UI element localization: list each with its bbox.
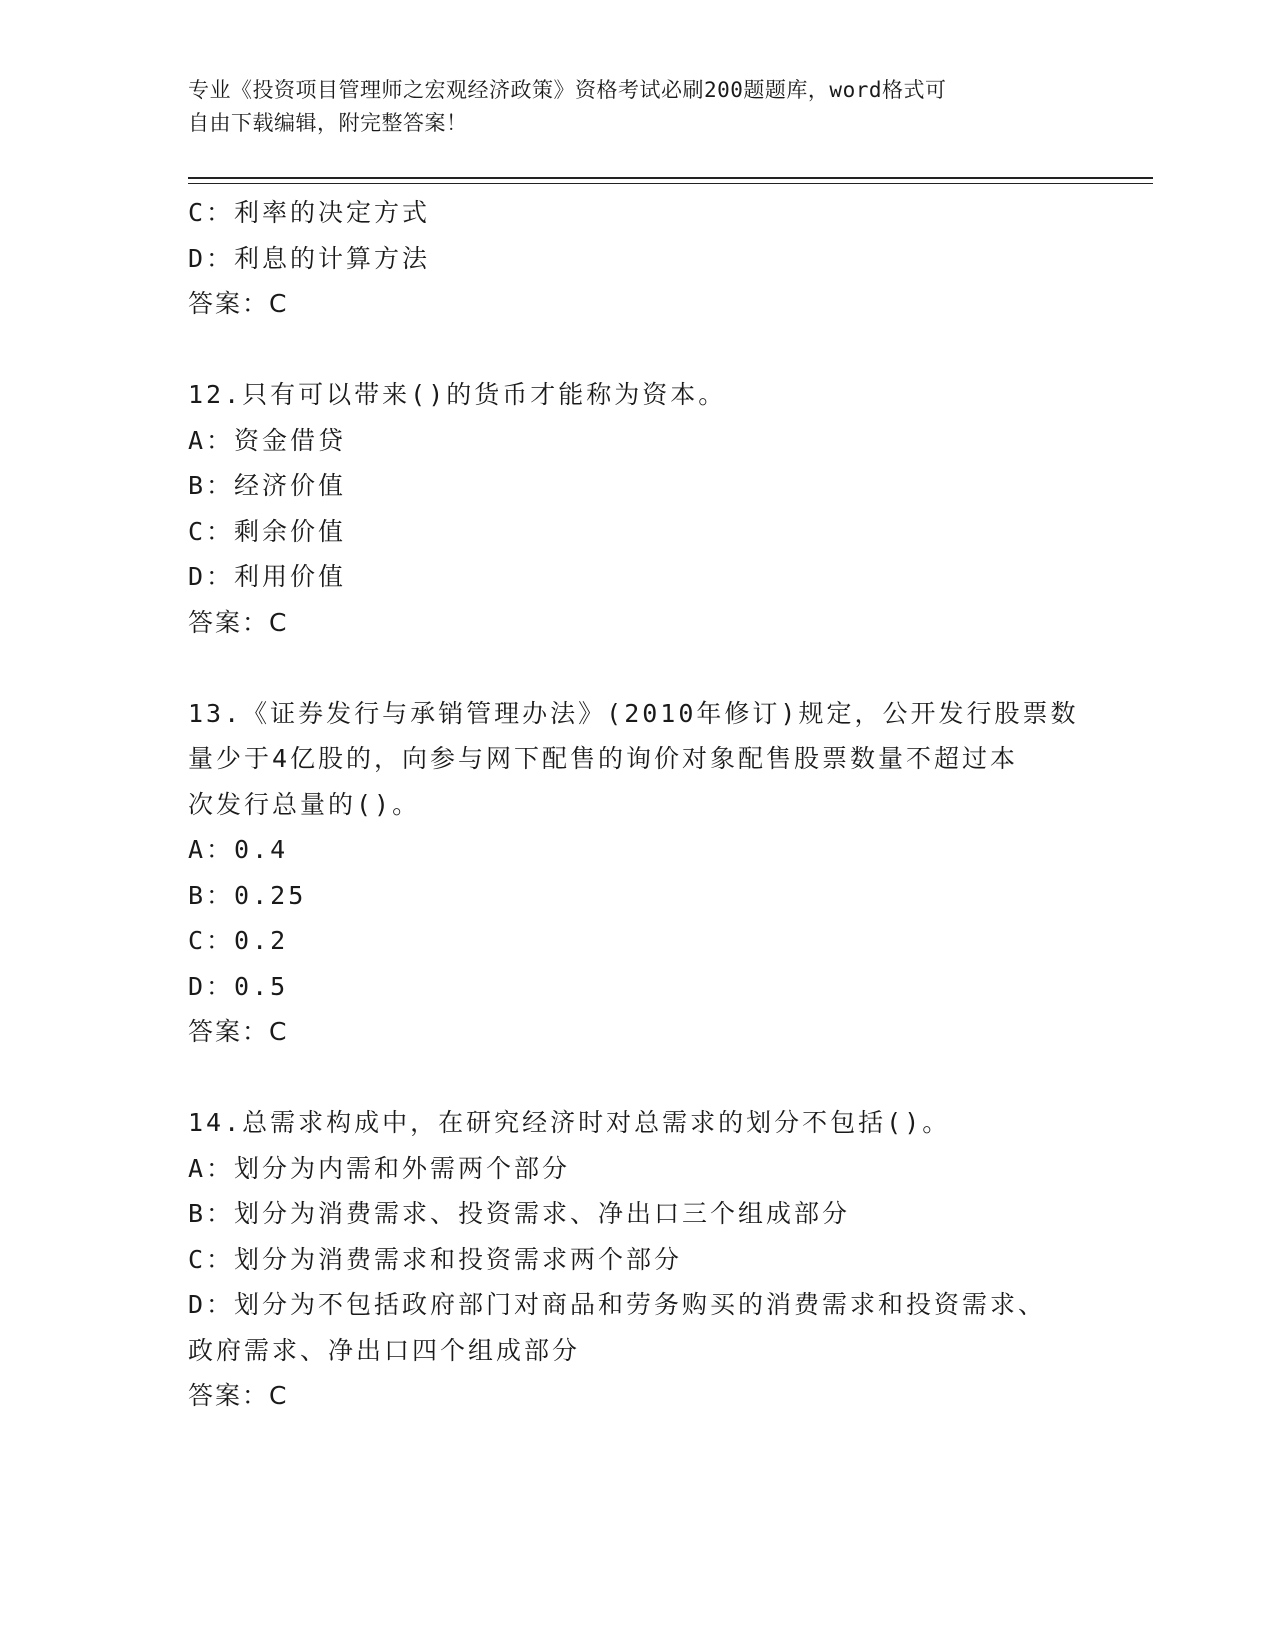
q12-answer: 答案：C [188, 607, 289, 637]
q14-option-d-line-2: 政府需求、净出口四个组成部分 [188, 1335, 581, 1365]
q14-option-c: C：划分为消费需求和投资需求两个部分 [188, 1244, 683, 1274]
q13-option-d: D：0.5 [188, 971, 289, 1001]
q11-option-c: C：利率的决定方式 [188, 198, 431, 227]
q13-stem-line-3: 次发行总量的()。 [188, 789, 421, 819]
q14-answer: 答案：C [188, 1381, 289, 1410]
document-header [188, 74, 1088, 140]
q13-option-c: C：0.2 [188, 926, 289, 955]
question-11-fragment [188, 190, 1088, 327]
spacer [188, 327, 1088, 373]
q12-option-b: B：经济价值 [188, 471, 347, 500]
q14-stem: 14.总需求构成中，在研究经济时对总需求的划分不包括()。 [188, 1108, 951, 1137]
q14-option-b: B：划分为消费需求、投资需求、净出口三个组成部分 [188, 1199, 851, 1228]
q13-stem-line-1: 13.《证券发行与承销管理办法》(2010年修订)规定，公开发行股票数 [188, 698, 1079, 728]
q13-option-b: B：0.25 [188, 880, 307, 910]
q13-answer: 答案：C [188, 1017, 289, 1046]
q12-option-a: A：资金借贷 [188, 425, 347, 455]
header-title-line-2: 自由下载编辑，附完整答案！ [188, 111, 468, 135]
q13-stem-line-2: 量少于4亿股的，向参与网下配售的询价对象配售股票数量不超过本 [188, 744, 1019, 773]
question-12 [188, 372, 1088, 645]
q12-option-d: D：利用价值 [188, 562, 347, 591]
spacer [188, 645, 1088, 691]
q12-stem: 12.只有可以带来()的货币才能称为资本。 [188, 380, 727, 409]
header-divider-thick [188, 177, 1153, 179]
q14-option-a: A：划分为内需和外需两个部分 [188, 1153, 571, 1183]
q13-option-a: A：0.4 [188, 835, 289, 864]
question-list [188, 190, 1088, 1419]
header-divider-thin [188, 183, 1153, 184]
q11-option-d: D：利息的计算方法 [188, 243, 431, 273]
q14-option-d-line-1: D：划分为不包括政府部门对商品和劳务购买的消费需求和投资需求、 [188, 1290, 1047, 1319]
spacer [188, 1055, 1088, 1101]
question-14 [188, 1100, 1088, 1419]
q12-option-c: C：剩余价值 [188, 516, 347, 546]
q11-answer: 答案：C [188, 289, 289, 318]
question-13 [188, 691, 1088, 1055]
header-title-line-1: 专业《投资项目管理师之宏观经济政策》资格考试必刷200题题库，word格式可 [188, 78, 947, 102]
